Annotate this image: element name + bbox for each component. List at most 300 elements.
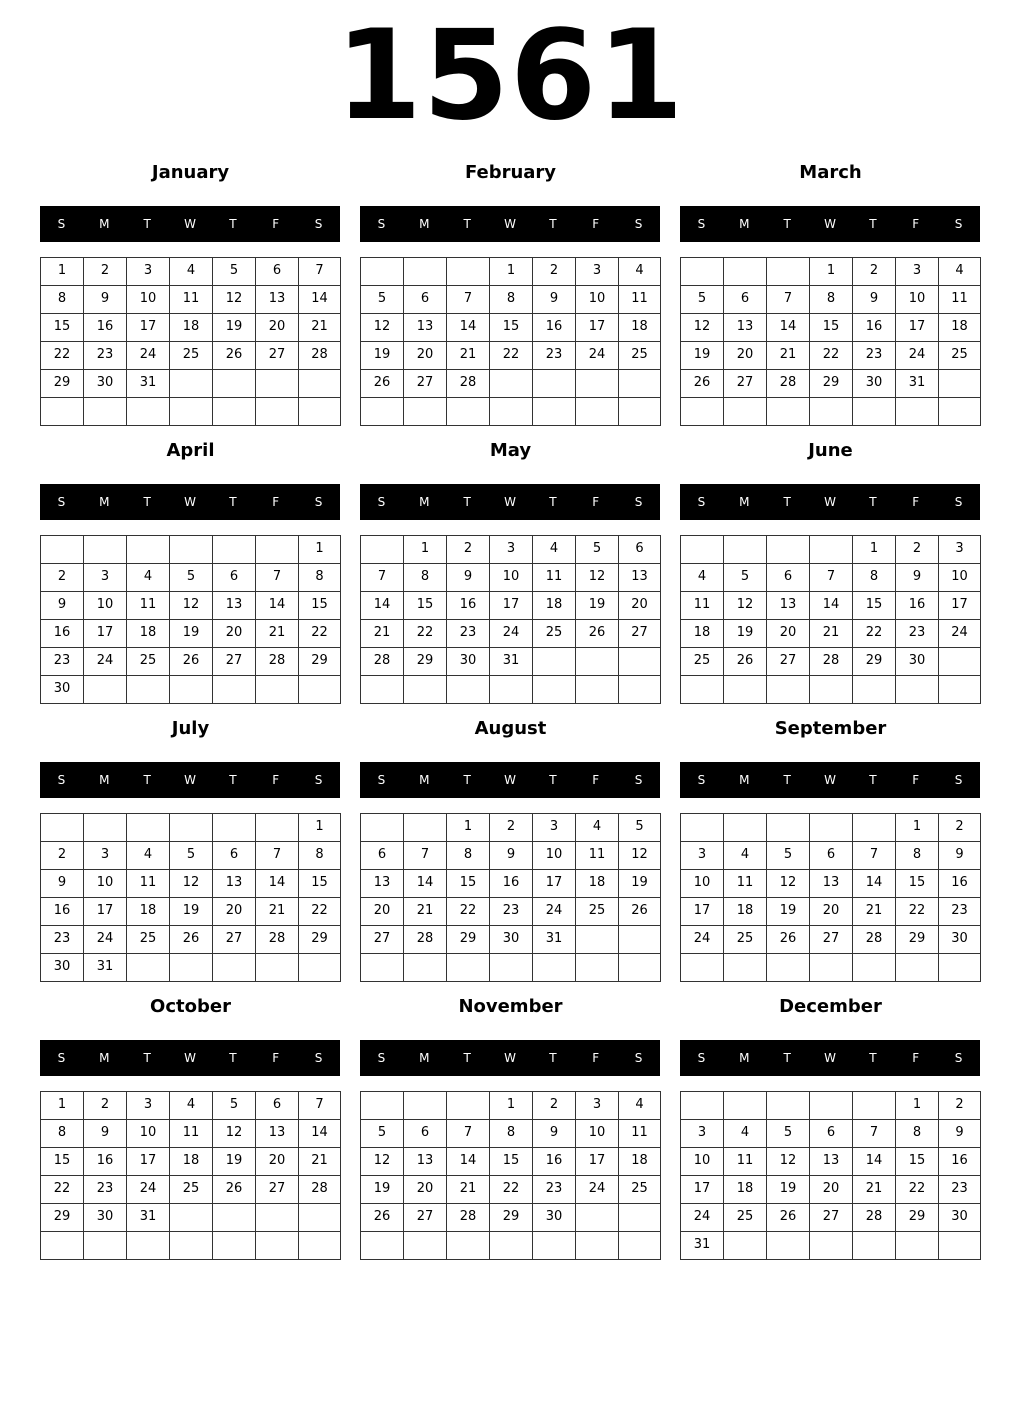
day-cell: 7 (446, 1119, 490, 1148)
day-cell: 27 (255, 341, 299, 370)
day-grid (680, 1091, 981, 1260)
day-cell: 25 (575, 897, 619, 926)
day-cell (895, 397, 939, 426)
day-cell (212, 535, 256, 564)
day-cell (212, 1203, 256, 1232)
day-cell (809, 397, 853, 426)
day-cell (169, 953, 213, 982)
day-cell: 1 (895, 1091, 939, 1120)
day-cell: 1 (852, 535, 896, 564)
day-cell (852, 953, 896, 982)
day-cell (895, 953, 939, 982)
day-cell: 5 (766, 841, 810, 870)
day-grid (40, 1091, 341, 1260)
day-cell: 15 (852, 591, 896, 620)
day-cell: 7 (809, 563, 853, 592)
weekday-label: F (592, 217, 600, 231)
day-cell (446, 1091, 490, 1120)
day-cell: 2 (852, 257, 896, 286)
day-cell: 10 (83, 869, 127, 898)
weekday-label: M (739, 217, 750, 231)
day-cell: 25 (126, 925, 170, 954)
day-cell: 28 (809, 647, 853, 676)
year-title: 1561 (335, 4, 685, 148)
day-cell (680, 813, 724, 842)
day-cell: 13 (723, 313, 767, 342)
day-cell: 5 (723, 563, 767, 592)
day-cell: 15 (446, 869, 490, 898)
weekday-label: M (99, 1051, 110, 1065)
day-cell: 8 (40, 285, 84, 314)
day-cell: 21 (852, 897, 896, 926)
day-cell: 2 (83, 257, 127, 286)
day-cell: 7 (766, 285, 810, 314)
day-cell: 3 (83, 841, 127, 870)
day-cell: 15 (489, 313, 533, 342)
month-title: August (474, 718, 547, 739)
day-cell: 29 (298, 925, 341, 954)
day-cell: 28 (852, 1203, 896, 1232)
day-cell: 25 (938, 341, 981, 370)
day-cell: 1 (298, 535, 341, 564)
day-cell: 14 (298, 1119, 341, 1148)
day-cell (212, 397, 256, 426)
day-cell: 7 (446, 285, 490, 314)
day-cell: 24 (126, 341, 170, 370)
day-cell: 5 (360, 285, 404, 314)
weekday-label: W (184, 495, 196, 509)
day-cell (938, 397, 981, 426)
weekday-label: M (739, 773, 750, 787)
day-cell: 16 (489, 869, 533, 898)
day-cell: 20 (809, 1175, 853, 1204)
day-cell (895, 675, 939, 704)
day-cell (895, 1231, 939, 1260)
day-cell (298, 397, 341, 426)
day-cell (575, 397, 619, 426)
day-cell: 10 (575, 1119, 619, 1148)
day-cell (126, 397, 170, 426)
day-cell: 16 (938, 1147, 981, 1176)
day-cell: 10 (680, 1147, 724, 1176)
day-cell: 26 (766, 1203, 810, 1232)
day-cell: 15 (403, 591, 447, 620)
day-cell: 20 (766, 619, 810, 648)
day-cell: 19 (212, 1147, 256, 1176)
day-cell: 4 (126, 563, 170, 592)
day-cell: 14 (360, 591, 404, 620)
day-cell: 1 (895, 813, 939, 842)
day-cell: 13 (212, 869, 256, 898)
day-cell: 11 (680, 591, 724, 620)
weekday-label: T (229, 773, 237, 787)
day-cell: 13 (255, 1119, 299, 1148)
weekday-label: F (592, 1051, 600, 1065)
day-cell: 3 (489, 535, 533, 564)
day-cell: 6 (809, 841, 853, 870)
day-cell: 8 (489, 1119, 533, 1148)
day-cell (618, 953, 661, 982)
day-cell: 9 (83, 1119, 127, 1148)
weekday-label: W (504, 773, 516, 787)
day-cell: 29 (895, 1203, 939, 1232)
day-cell: 18 (575, 869, 619, 898)
day-cell: 30 (895, 647, 939, 676)
day-grid (40, 813, 341, 982)
day-cell: 16 (852, 313, 896, 342)
day-cell (575, 1231, 619, 1260)
day-cell: 17 (532, 869, 576, 898)
day-cell: 29 (298, 647, 341, 676)
day-cell (809, 535, 853, 564)
day-cell: 11 (575, 841, 619, 870)
day-cell (403, 953, 447, 982)
day-cell (938, 1231, 981, 1260)
weekday-header (360, 1040, 660, 1076)
day-cell: 17 (680, 1175, 724, 1204)
day-cell (938, 675, 981, 704)
day-cell: 22 (809, 341, 853, 370)
day-cell (938, 647, 981, 676)
day-cell (680, 1091, 724, 1120)
day-grid (680, 535, 981, 704)
day-cell: 13 (809, 869, 853, 898)
weekday-label: T (549, 495, 557, 509)
day-cell (403, 257, 447, 286)
day-cell: 2 (40, 563, 84, 592)
day-cell: 21 (255, 897, 299, 926)
day-cell (723, 257, 767, 286)
weekday-label: F (272, 217, 280, 231)
day-cell: 21 (403, 897, 447, 926)
day-cell: 19 (766, 1175, 810, 1204)
day-cell: 24 (126, 1175, 170, 1204)
day-cell: 30 (83, 1203, 127, 1232)
day-cell: 1 (809, 257, 853, 286)
day-cell (532, 675, 576, 704)
day-cell: 30 (938, 1203, 981, 1232)
day-cell (255, 675, 299, 704)
day-cell (489, 1231, 533, 1260)
day-cell: 18 (532, 591, 576, 620)
day-cell: 19 (618, 869, 661, 898)
weekday-label: T (783, 495, 791, 509)
day-cell: 9 (446, 563, 490, 592)
day-cell: 11 (938, 285, 981, 314)
day-cell (403, 675, 447, 704)
day-cell: 4 (723, 841, 767, 870)
day-cell: 24 (532, 897, 576, 926)
day-cell: 11 (126, 869, 170, 898)
day-cell: 7 (298, 257, 341, 286)
day-cell (255, 397, 299, 426)
day-cell: 23 (938, 1175, 981, 1204)
day-cell (575, 953, 619, 982)
month-title: December (779, 996, 882, 1017)
day-cell (360, 535, 404, 564)
day-cell: 29 (40, 1203, 84, 1232)
day-cell (723, 1091, 767, 1120)
day-cell (403, 1231, 447, 1260)
day-cell: 6 (618, 535, 661, 564)
weekday-label: T (549, 773, 557, 787)
day-cell: 27 (766, 647, 810, 676)
day-cell (298, 369, 341, 398)
day-cell: 21 (852, 1175, 896, 1204)
day-cell (618, 397, 661, 426)
day-cell: 15 (298, 591, 341, 620)
day-grid (40, 257, 341, 426)
day-cell: 20 (403, 1175, 447, 1204)
day-cell: 19 (360, 1175, 404, 1204)
weekday-label: S (314, 1051, 323, 1065)
weekday-label: F (912, 217, 920, 231)
day-cell (618, 1203, 661, 1232)
day-cell: 13 (403, 1147, 447, 1176)
day-cell: 8 (298, 841, 341, 870)
weekday-label: W (504, 1051, 516, 1065)
weekday-label: S (954, 773, 963, 787)
weekday-label: T (143, 217, 151, 231)
day-cell (766, 813, 810, 842)
day-grid (360, 257, 661, 426)
weekday-label: T (869, 773, 877, 787)
weekday-label: M (419, 1051, 430, 1065)
day-cell: 11 (723, 869, 767, 898)
day-cell: 6 (212, 563, 256, 592)
day-cell: 7 (298, 1091, 341, 1120)
day-cell: 12 (212, 1119, 256, 1148)
day-cell: 23 (40, 925, 84, 954)
day-cell: 21 (809, 619, 853, 648)
day-cell (212, 675, 256, 704)
day-cell: 12 (169, 591, 213, 620)
day-cell: 6 (255, 257, 299, 286)
day-cell (680, 675, 724, 704)
day-cell: 26 (575, 619, 619, 648)
day-cell (403, 813, 447, 842)
day-cell (126, 1231, 170, 1260)
day-cell: 17 (895, 313, 939, 342)
weekday-label: M (419, 495, 430, 509)
weekday-label: F (272, 495, 280, 509)
day-cell: 8 (40, 1119, 84, 1148)
day-cell (298, 675, 341, 704)
day-cell: 11 (169, 1119, 213, 1148)
day-cell (723, 535, 767, 564)
day-cell (40, 1231, 84, 1260)
day-cell: 28 (255, 647, 299, 676)
weekday-label: F (912, 495, 920, 509)
day-cell: 8 (895, 841, 939, 870)
day-cell (723, 397, 767, 426)
day-cell: 18 (723, 897, 767, 926)
day-cell: 11 (126, 591, 170, 620)
day-cell: 13 (403, 313, 447, 342)
day-grid (680, 813, 981, 982)
weekday-label: W (824, 1051, 836, 1065)
day-cell: 22 (895, 1175, 939, 1204)
day-cell: 6 (212, 841, 256, 870)
day-cell (83, 1231, 127, 1260)
day-cell (766, 675, 810, 704)
day-cell: 18 (126, 619, 170, 648)
day-cell: 27 (618, 619, 661, 648)
day-cell: 2 (40, 841, 84, 870)
month-title: November (458, 996, 563, 1017)
day-cell: 29 (446, 925, 490, 954)
day-cell: 4 (532, 535, 576, 564)
day-cell: 12 (169, 869, 213, 898)
weekday-label: T (143, 773, 151, 787)
day-cell: 22 (489, 1175, 533, 1204)
weekday-label: S (377, 1051, 386, 1065)
day-cell: 9 (40, 591, 84, 620)
month-title: July (171, 718, 210, 739)
day-cell: 15 (40, 313, 84, 342)
day-cell: 23 (852, 341, 896, 370)
weekday-label: F (912, 773, 920, 787)
weekday-label: M (99, 495, 110, 509)
weekday-label: T (143, 1051, 151, 1065)
day-cell: 13 (360, 869, 404, 898)
day-cell (938, 953, 981, 982)
day-cell: 13 (766, 591, 810, 620)
day-cell (723, 813, 767, 842)
weekday-label: F (912, 1051, 920, 1065)
weekday-label: S (634, 1051, 643, 1065)
weekday-header (360, 484, 660, 520)
day-cell: 26 (723, 647, 767, 676)
day-cell (126, 953, 170, 982)
day-cell (618, 1231, 661, 1260)
day-cell (489, 397, 533, 426)
day-cell: 7 (255, 563, 299, 592)
day-cell (169, 397, 213, 426)
day-cell: 6 (403, 285, 447, 314)
day-cell (723, 1231, 767, 1260)
day-cell (532, 1231, 576, 1260)
weekday-label: W (824, 217, 836, 231)
day-cell (360, 257, 404, 286)
weekday-label: M (739, 1051, 750, 1065)
day-cell: 18 (680, 619, 724, 648)
day-cell (169, 1231, 213, 1260)
day-cell: 8 (298, 563, 341, 592)
day-cell: 25 (618, 1175, 661, 1204)
day-cell: 29 (895, 925, 939, 954)
day-cell: 16 (40, 619, 84, 648)
day-cell: 5 (575, 535, 619, 564)
day-cell: 28 (255, 925, 299, 954)
day-cell: 17 (126, 313, 170, 342)
day-cell (255, 953, 299, 982)
day-cell: 11 (169, 285, 213, 314)
month-title: May (489, 440, 532, 461)
day-cell: 19 (680, 341, 724, 370)
day-cell: 23 (40, 647, 84, 676)
weekday-label: S (634, 495, 643, 509)
day-cell: 9 (938, 841, 981, 870)
day-cell: 9 (852, 285, 896, 314)
day-cell: 28 (298, 1175, 341, 1204)
day-cell: 27 (809, 1203, 853, 1232)
day-cell: 14 (298, 285, 341, 314)
day-cell: 12 (680, 313, 724, 342)
weekday-label: T (549, 217, 557, 231)
day-cell (255, 813, 299, 842)
day-cell (532, 397, 576, 426)
day-cell: 31 (489, 647, 533, 676)
day-cell: 30 (532, 1203, 576, 1232)
day-cell: 3 (575, 1091, 619, 1120)
weekday-label: S (314, 773, 323, 787)
day-cell (532, 369, 576, 398)
day-cell: 15 (489, 1147, 533, 1176)
day-cell: 18 (938, 313, 981, 342)
day-cell: 9 (532, 1119, 576, 1148)
day-cell (618, 925, 661, 954)
day-cell: 25 (169, 341, 213, 370)
day-cell: 3 (126, 1091, 170, 1120)
day-cell (126, 813, 170, 842)
day-cell: 30 (938, 925, 981, 954)
day-cell: 1 (40, 1091, 84, 1120)
weekday-header (680, 206, 980, 242)
day-cell: 24 (83, 925, 127, 954)
day-cell: 10 (126, 285, 170, 314)
day-cell: 8 (403, 563, 447, 592)
weekday-label: S (314, 217, 323, 231)
day-cell (575, 1203, 619, 1232)
day-cell: 31 (532, 925, 576, 954)
day-cell: 19 (169, 619, 213, 648)
day-grid (360, 1091, 661, 1260)
day-cell: 22 (40, 1175, 84, 1204)
day-cell (489, 953, 533, 982)
weekday-header (360, 206, 660, 242)
day-cell: 17 (938, 591, 981, 620)
day-cell: 5 (766, 1119, 810, 1148)
day-cell: 19 (723, 619, 767, 648)
day-cell: 30 (40, 675, 84, 704)
day-cell: 29 (489, 1203, 533, 1232)
day-cell: 22 (40, 341, 84, 370)
day-cell (809, 675, 853, 704)
day-cell (40, 397, 84, 426)
day-cell: 6 (723, 285, 767, 314)
day-cell (532, 953, 576, 982)
day-cell (169, 369, 213, 398)
day-cell: 22 (852, 619, 896, 648)
day-cell: 17 (126, 1147, 170, 1176)
day-cell: 22 (895, 897, 939, 926)
day-cell: 16 (83, 313, 127, 342)
day-cell: 11 (618, 1119, 661, 1148)
weekday-label: W (184, 217, 196, 231)
day-cell (446, 675, 490, 704)
weekday-label: S (377, 217, 386, 231)
day-cell: 13 (809, 1147, 853, 1176)
day-cell (680, 535, 724, 564)
weekday-label: T (463, 217, 471, 231)
day-cell: 27 (255, 1175, 299, 1204)
day-cell: 18 (169, 1147, 213, 1176)
day-cell (403, 1091, 447, 1120)
day-cell (360, 953, 404, 982)
weekday-label: F (592, 495, 600, 509)
day-cell: 2 (895, 535, 939, 564)
